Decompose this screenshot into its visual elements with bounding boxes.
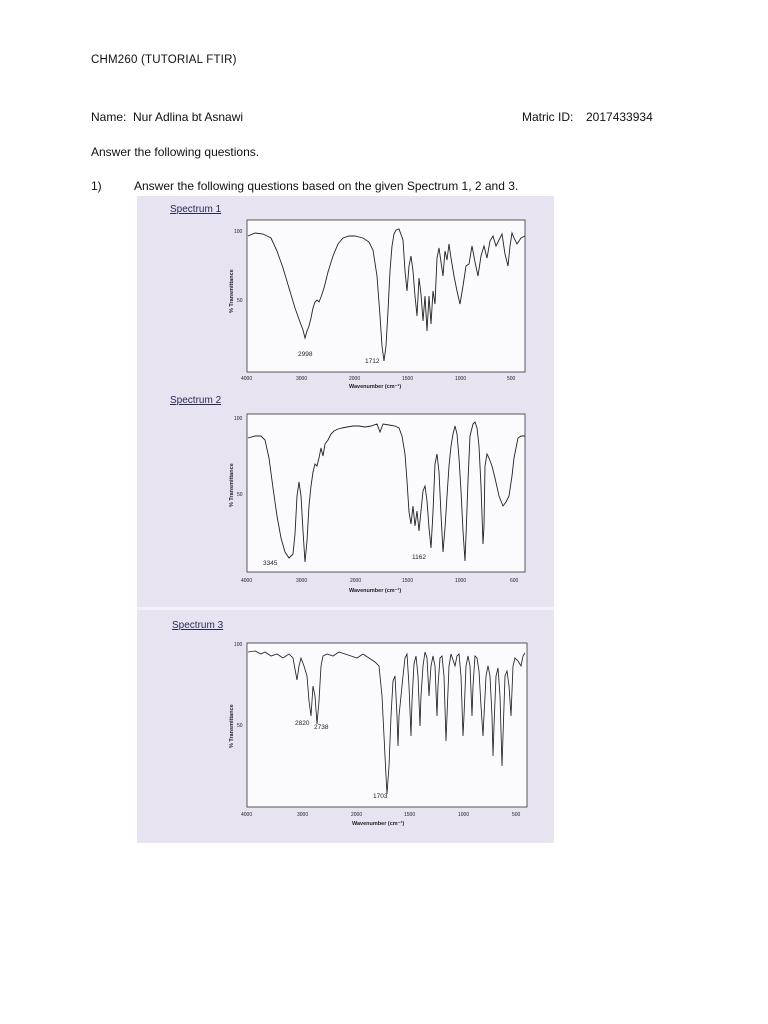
- spectrum-3-title: Spectrum 3: [172, 620, 224, 631]
- spectrum-1-xtick: 1000: [455, 376, 467, 382]
- spectrum-3-xtick: 4000: [241, 812, 253, 818]
- spectrum-3-peak-label: 2738: [314, 724, 329, 731]
- spectrum-3-xtick: 3000: [297, 812, 309, 818]
- spectrum-1-ytick-100: 100: [234, 229, 243, 235]
- spectrum-2-xtick: 3000: [296, 578, 308, 584]
- spectrum-2-xtick: 2000: [350, 578, 362, 584]
- spectrum-3-xtick: 2000: [351, 812, 363, 818]
- spectrum-2-x-label: Wavenumber (cm⁻¹): [349, 588, 402, 594]
- student-name: Nur Adlina bt Asnawi: [133, 110, 244, 124]
- spectrum-2-ytick-100: 100: [234, 416, 243, 422]
- spectrum-3-ytick-50: 50: [237, 723, 243, 729]
- spectrum-1-y-label: % Transmittance: [229, 269, 235, 313]
- spectrum-2-peak-label: 3345: [263, 560, 278, 567]
- spectrum-1: [170, 204, 525, 390]
- spectrum-3-peak-label: 2820: [295, 720, 310, 727]
- course-title: CHM260 (TUTORIAL FTIR): [91, 54, 237, 66]
- name-label: Name:: [91, 110, 127, 124]
- spectrum-1-xtick: 1500: [402, 376, 414, 382]
- spectrum-1-xtick: 4000: [241, 376, 253, 382]
- spectrum-3-xtick: 1500: [404, 812, 416, 818]
- spectrum-3-y-label: % Transmittance: [229, 704, 235, 748]
- spectrum-1-xtick: 3000: [296, 376, 308, 382]
- spectrum-2-ytick-50: 50: [237, 492, 243, 498]
- instruction-text: Answer the following questions.: [91, 145, 260, 159]
- spectra-figure: [137, 196, 554, 843]
- spectrum-2-xtick: 4000: [241, 578, 253, 584]
- spectrum-1-peak-label: 2998: [298, 351, 313, 358]
- spectrum-2-y-label: % Transmittance: [229, 463, 235, 507]
- matric-label: Matric ID:: [522, 110, 574, 124]
- panel-divider: [137, 607, 554, 610]
- spectrum-2-peak-label: 1162: [412, 554, 426, 561]
- question-text: Answer the following questions based on the given Spectrum 1, 2 and 3.: [134, 179, 519, 193]
- spectrum-2-xtick: 1000: [455, 578, 467, 584]
- spectrum-3-plot-area: [247, 643, 527, 807]
- spectrum-3: [172, 620, 527, 827]
- question-number: 1): [91, 179, 102, 193]
- spectra-scan: [137, 196, 554, 843]
- spectrum-1-title: Spectrum 1: [170, 204, 222, 215]
- spectrum-2-xtick: 600: [510, 578, 519, 584]
- spectrum-1-peak-label: 1712: [365, 358, 380, 365]
- spectrum-3-ytick-100: 100: [234, 642, 243, 648]
- spectrum-1-x-label: Wavenumber (cm⁻¹): [349, 384, 402, 390]
- spectrum-2-xtick: 1500: [402, 578, 414, 584]
- spectrum-3-x-label: Wavenumber (cm⁻¹): [352, 821, 405, 827]
- spectrum-2-plot-area: [247, 414, 525, 572]
- spectrum-3-xtick: 1000: [458, 812, 470, 818]
- spectrum-2-title: Spectrum 2: [170, 395, 222, 406]
- spectrum-3-xtick: 500: [512, 812, 521, 818]
- spectrum-1-xtick: 2000: [349, 376, 361, 382]
- matric-id: 2017433934: [586, 110, 653, 124]
- spectrum-3-peak-label: 1703: [373, 793, 388, 800]
- spectrum-1-ytick-50: 50: [237, 298, 243, 304]
- spectrum-2: [170, 395, 525, 594]
- spectrum-1-xtick: 500: [507, 376, 516, 382]
